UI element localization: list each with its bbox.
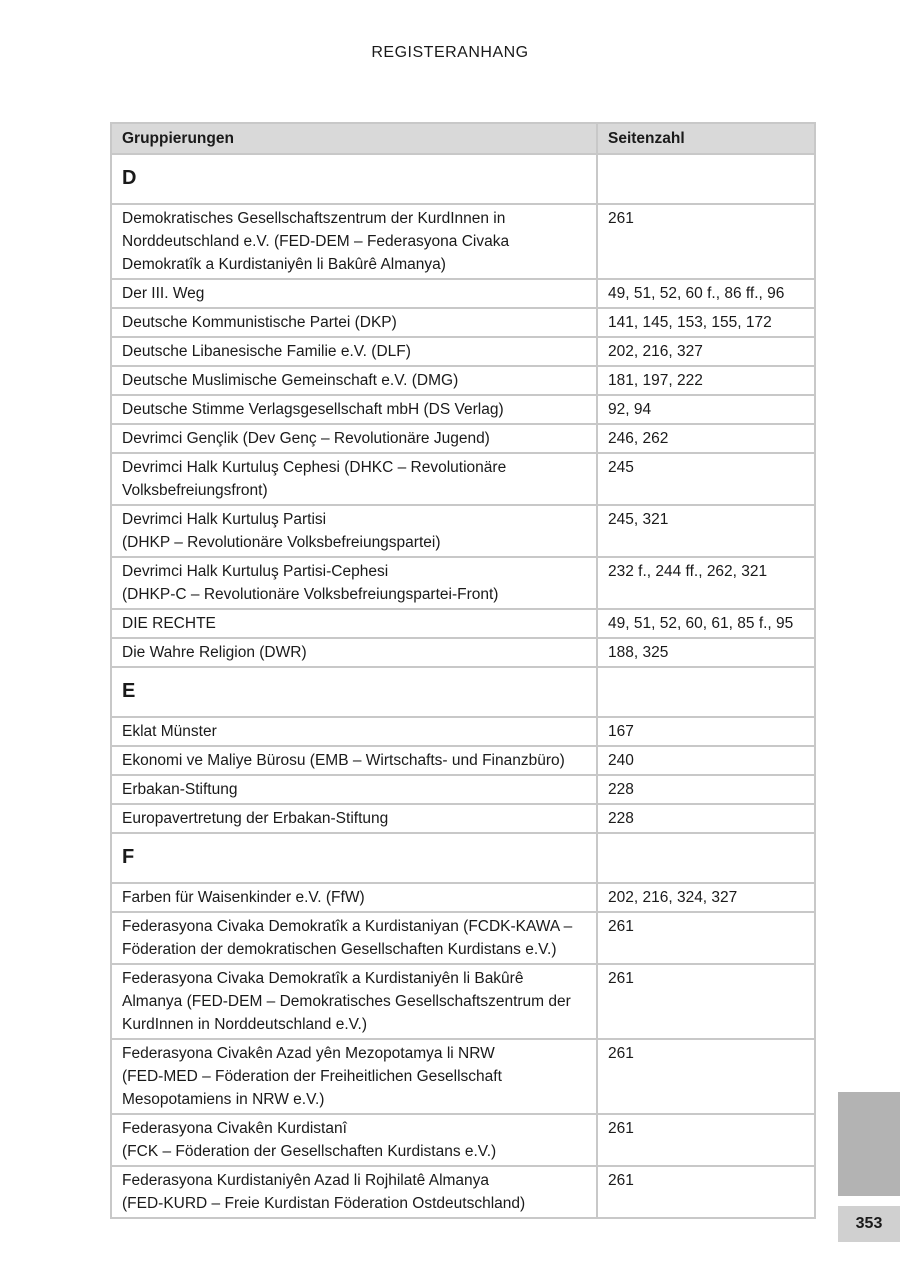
group-name: Farben für Waisenkinder e.V. (FfW) — [111, 883, 597, 912]
page-references: 228 — [597, 804, 815, 833]
group-name: Die Wahre Religion (DWR) — [111, 638, 597, 667]
page-references: 49, 51, 52, 60, 61, 85 f., 95 — [597, 609, 815, 638]
group-name: Ekonomi ve Maliye Bürosu (EMB – Wirtschafts- und Finanzbüro) — [111, 746, 597, 775]
group-name: Federasyona Civakên Azad yên Mezopotamya li NRW (FED-MED – Föderation der Freiheitlichen Gesellschaft Mesopotamiens in NRW e.V.) — [111, 1039, 597, 1114]
page-references: 245, 321 — [597, 505, 815, 557]
table-row — [111, 804, 815, 833]
page-references: 261 — [597, 1166, 815, 1218]
thumb-index-tab — [838, 1092, 900, 1196]
page-references: 261 — [597, 1039, 815, 1114]
group-name: Devrimci Halk Kurtuluş Cephesi (DHKC – Revolutionäre Volksbefreiungsfront) — [111, 453, 597, 505]
page-references — [597, 154, 815, 204]
group-name: Deutsche Stimme Verlagsgesellschaft mbH (DS Verlag) — [111, 395, 597, 424]
table-row — [111, 638, 815, 667]
page-references: 261 — [597, 204, 815, 279]
page-number: 353 — [838, 1206, 900, 1242]
table-row — [111, 717, 815, 746]
table-row — [111, 1039, 815, 1114]
letter-heading-row — [111, 667, 815, 717]
page-references: 49, 51, 52, 60 f., 86 ff., 96 — [597, 279, 815, 308]
column-header-pages: Seitenzahl — [597, 123, 815, 154]
page-references: 261 — [597, 1114, 815, 1166]
letter-heading-row — [111, 154, 815, 204]
table-row — [111, 366, 815, 395]
table-row — [111, 609, 815, 638]
table-row — [111, 279, 815, 308]
group-name: Erbakan-Stiftung — [111, 775, 597, 804]
page-references — [597, 833, 815, 883]
group-name: Federasyona Civakên Kurdistanî (FCK – Föderation der Gesellschaften Kurdistans e.V.) — [111, 1114, 597, 1166]
table-row — [111, 557, 815, 609]
group-name: Deutsche Muslimische Gemeinschaft e.V. (DMG) — [111, 366, 597, 395]
page-references: 92, 94 — [597, 395, 815, 424]
page-references: 202, 216, 327 — [597, 337, 815, 366]
group-name: Federasyona Kurdistaniyên Azad li Rojhilatê Almanya (FED-KURD – Freie Kurdistan Föderation Ostdeutschland) — [111, 1166, 597, 1218]
table-header-row — [111, 123, 815, 154]
page-references: 181, 197, 222 — [597, 366, 815, 395]
column-header-groups: Gruppierungen — [111, 123, 597, 154]
page-references: 167 — [597, 717, 815, 746]
page-references: 202, 216, 324, 327 — [597, 883, 815, 912]
letter-heading: F — [111, 833, 597, 883]
letter-heading: D — [111, 154, 597, 204]
table-row — [111, 775, 815, 804]
running-head: REGISTERANHANG — [371, 44, 529, 61]
group-name: Federasyona Civaka Demokratîk a Kurdistaniyan (FCDK-KAWA – Föderation der demokratischen Gesellschaften Kurdistans e.V.) — [111, 912, 597, 964]
group-name: Der III. Weg — [111, 279, 597, 308]
group-name: Devrimci Halk Kurtuluş Partisi-Cephesi (DHKP-C – Revolutionäre Volksbefreiungspartei-Front) — [111, 557, 597, 609]
register-table — [110, 122, 816, 1219]
page-references: 228 — [597, 775, 815, 804]
table-row — [111, 912, 815, 964]
group-name: Deutsche Kommunistische Partei (DKP) — [111, 308, 597, 337]
table-row — [111, 337, 815, 366]
table-row — [111, 883, 815, 912]
table-row — [111, 204, 815, 279]
page-references: 188, 325 — [597, 638, 815, 667]
page-references — [597, 667, 815, 717]
register-body — [111, 154, 815, 1218]
page-references: 245 — [597, 453, 815, 505]
table-row — [111, 1166, 815, 1218]
letter-heading-row — [111, 833, 815, 883]
page-references: 240 — [597, 746, 815, 775]
group-name: DIE RECHTE — [111, 609, 597, 638]
table-row — [111, 424, 815, 453]
table-row — [111, 964, 815, 1039]
group-name: Devrimci Halk Kurtuluş Partisi (DHKP – Revolutionäre Volksbefreiungspartei) — [111, 505, 597, 557]
letter-heading: E — [111, 667, 597, 717]
page-references: 232 f., 244 ff., 262, 321 — [597, 557, 815, 609]
group-name: Eklat Münster — [111, 717, 597, 746]
table-row — [111, 746, 815, 775]
group-name: Europavertretung der Erbakan-Stiftung — [111, 804, 597, 833]
table-row — [111, 505, 815, 557]
table-row — [111, 308, 815, 337]
page-references: 141, 145, 153, 155, 172 — [597, 308, 815, 337]
group-name: Demokratisches Gesellschaftszentrum der KurdInnen in Norddeutschland e.V. (FED-DEM – Federasyona Civaka Demokratîk a Kurdistaniyên li Bakûrê Almanya) — [111, 204, 597, 279]
page-references: 261 — [597, 964, 815, 1039]
group-name: Deutsche Libanesische Familie e.V. (DLF) — [111, 337, 597, 366]
group-name: Federasyona Civaka Demokratîk a Kurdistaniyên li Bakûrê Almanya (FED-DEM – Demokratisches Gesellschaftszentrum der KurdInnen in Norddeutschland e.V.) — [111, 964, 597, 1039]
group-name: Devrimci Gençlik (Dev Genç – Revolutionäre Jugend) — [111, 424, 597, 453]
page-references: 246, 262 — [597, 424, 815, 453]
table-row — [111, 1114, 815, 1166]
page-references: 261 — [597, 912, 815, 964]
table-row — [111, 395, 815, 424]
table-row — [111, 453, 815, 505]
